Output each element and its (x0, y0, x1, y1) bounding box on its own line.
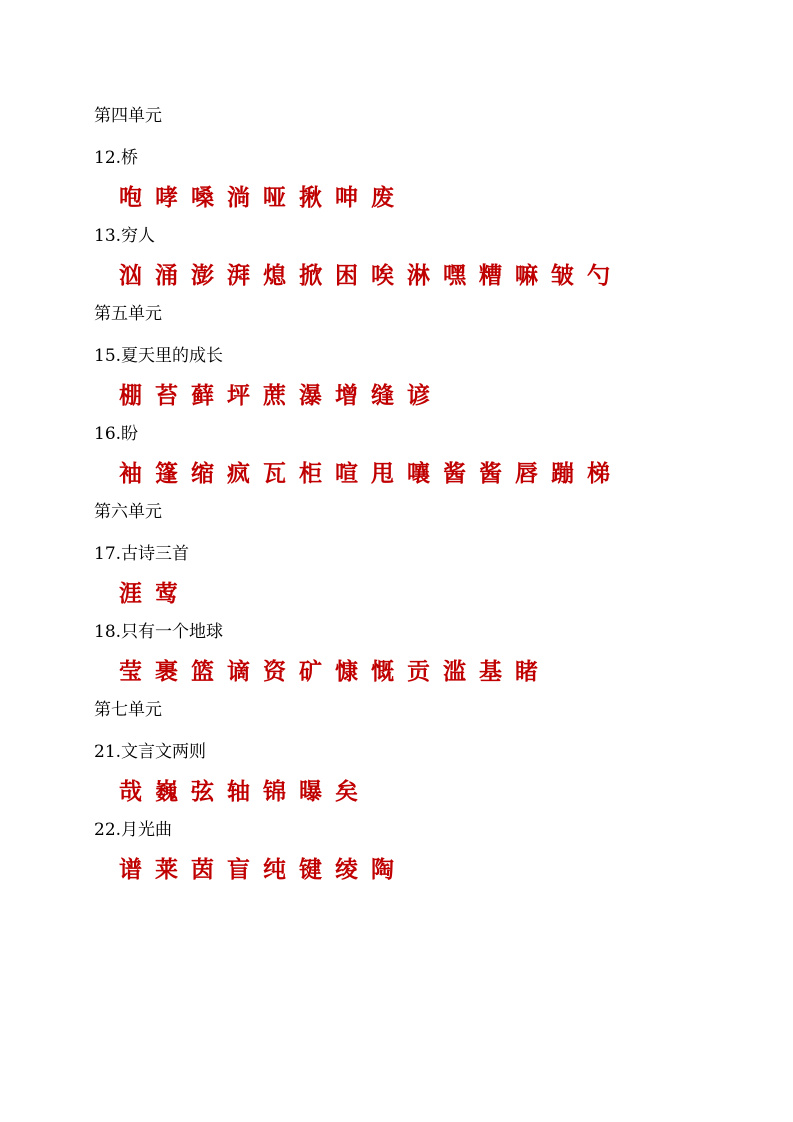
vocab-character: 淋 (407, 262, 430, 289)
vocab-character: 柜 (299, 460, 322, 487)
vocab-character: 湃 (227, 262, 250, 289)
vocab-character: 键 (299, 856, 322, 883)
vocab-character: 蹦 (551, 460, 574, 487)
vocab-character: 苔 (155, 382, 178, 409)
lesson-heading: 21.文言文两则 (94, 742, 207, 762)
vocab-character: 嗓 (191, 184, 214, 211)
vocab-character: 嚷 (407, 460, 430, 487)
vocab-character: 困 (335, 262, 358, 289)
vocab-character: 轴 (227, 778, 250, 805)
vocab-character: 废 (371, 184, 394, 211)
vocab-character: 资 (263, 658, 286, 685)
lesson-heading: 22.月光曲 (94, 820, 173, 840)
vocab-character: 基 (479, 658, 502, 685)
vocab-character: 哮 (155, 184, 178, 211)
vocab-character: 藓 (191, 382, 214, 409)
vocab-character: 巍 (155, 778, 178, 805)
vocab-character: 呻 (335, 184, 358, 211)
vocab-character: 缩 (191, 460, 214, 487)
vocab-character: 谱 (119, 856, 142, 883)
lesson-heading: 13.穷人 (94, 226, 156, 246)
lesson-heading: 15.夏天里的成长 (94, 346, 224, 366)
vocab-character: 滥 (443, 658, 466, 685)
vocab-character: 矣 (335, 778, 358, 805)
vocab-character: 掀 (299, 262, 322, 289)
unit-heading: 第四单元 (94, 106, 162, 126)
lesson-heading: 17.古诗三首 (94, 544, 190, 564)
vocab-character: 淌 (227, 184, 250, 211)
vocab-character: 贡 (407, 658, 430, 685)
vocab-character: 增 (335, 382, 358, 409)
character-row (94, 854, 754, 890)
lesson-heading: 16.盼 (94, 424, 139, 444)
vocab-character: 袖 (119, 460, 142, 487)
vocab-character: 喧 (335, 460, 358, 487)
vocab-character: 弦 (191, 778, 214, 805)
vocab-character: 绫 (335, 856, 358, 883)
vocab-character: 哑 (263, 184, 286, 211)
vocab-character: 蔗 (263, 382, 286, 409)
vocab-character: 莺 (155, 580, 178, 607)
vocab-character: 缝 (371, 382, 394, 409)
vocab-character: 茵 (191, 856, 214, 883)
vocab-character: 汹 (119, 262, 142, 289)
vocab-character: 唇 (515, 460, 538, 487)
unit-heading: 第五单元 (94, 304, 162, 324)
vocab-character: 澎 (191, 262, 214, 289)
vocab-character: 糟 (479, 262, 502, 289)
vocab-character: 裹 (155, 658, 178, 685)
vocab-character: 瀑 (299, 382, 322, 409)
vocab-character: 酱 (479, 460, 502, 487)
lesson-heading: 18.只有一个地球 (94, 622, 224, 642)
unit-heading: 第六单元 (94, 502, 162, 522)
vocab-character: 锦 (263, 778, 286, 805)
vocab-character: 盲 (227, 856, 250, 883)
vocab-character: 唉 (371, 262, 394, 289)
vocab-character: 酱 (443, 460, 466, 487)
vocab-character: 嘿 (443, 262, 466, 289)
vocab-character: 曝 (299, 778, 322, 805)
vocab-character: 疯 (227, 460, 250, 487)
document-body (94, 104, 754, 896)
vocab-character: 棚 (119, 382, 142, 409)
vocab-character: 坪 (227, 382, 250, 409)
vocab-character: 纯 (263, 856, 286, 883)
vocab-character: 梯 (587, 460, 610, 487)
character-row (94, 458, 754, 494)
character-row (94, 578, 754, 614)
character-row (94, 260, 754, 296)
vocab-character: 熄 (263, 262, 286, 289)
vocab-character: 慷 (335, 658, 358, 685)
unit-heading: 第七单元 (94, 700, 162, 720)
character-row (94, 656, 754, 692)
vocab-character: 睹 (515, 658, 538, 685)
vocab-character: 涯 (119, 580, 142, 607)
vocab-character: 勺 (587, 262, 610, 289)
vocab-character: 莹 (119, 658, 142, 685)
vocab-character: 瓦 (263, 460, 286, 487)
character-row (94, 776, 754, 812)
vocab-character: 莱 (155, 856, 178, 883)
vocab-character: 嘛 (515, 262, 538, 289)
lesson-heading: 12.桥 (94, 148, 139, 168)
vocab-character: 慨 (371, 658, 394, 685)
vocab-character: 谪 (227, 658, 250, 685)
vocab-character: 甩 (371, 460, 394, 487)
vocab-character: 揪 (299, 184, 322, 211)
vocab-character: 皱 (551, 262, 574, 289)
character-row (94, 380, 754, 416)
vocab-character: 矿 (299, 658, 322, 685)
vocab-character: 谚 (407, 382, 430, 409)
vocab-character: 陶 (371, 856, 394, 883)
vocab-character: 篮 (191, 658, 214, 685)
vocab-character: 涌 (155, 262, 178, 289)
vocab-character: 哉 (119, 778, 142, 805)
character-row (94, 182, 754, 218)
vocab-character: 篷 (155, 460, 178, 487)
vocab-character: 咆 (119, 184, 142, 211)
